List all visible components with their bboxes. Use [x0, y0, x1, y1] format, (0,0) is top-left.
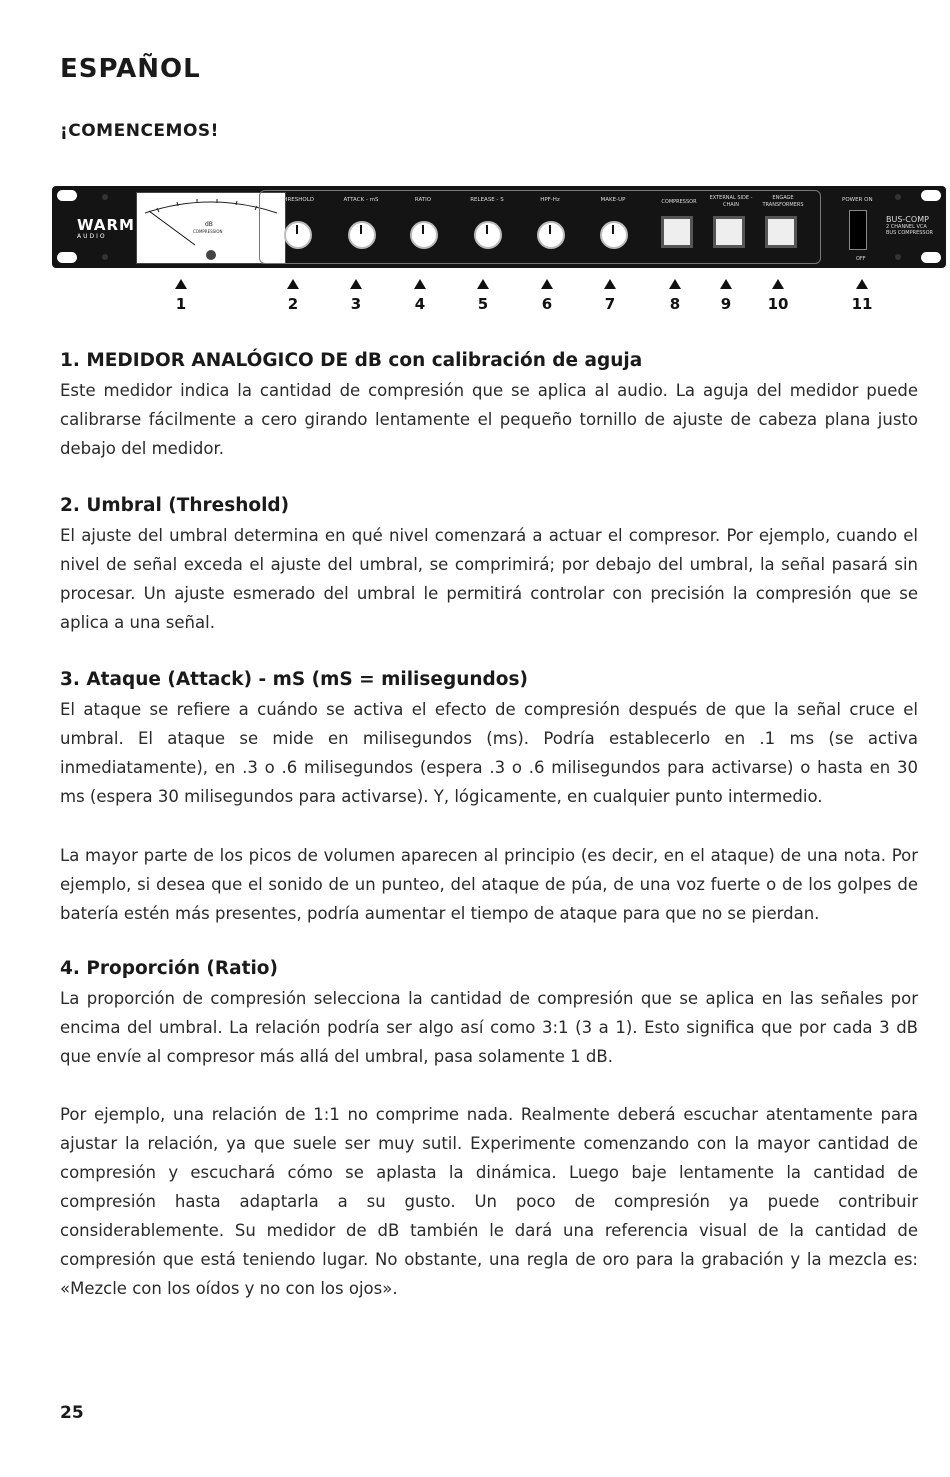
- callout-number: 3: [350, 295, 362, 313]
- callout-5: [468, 279, 498, 313]
- section-3-title: 3. Ataque (Attack) - mS (mS = milisegundos): [60, 669, 528, 690]
- callout-6: [532, 279, 562, 313]
- rack-ear-hole: [921, 190, 941, 201]
- rack-ear-hole: [57, 190, 77, 201]
- model-name: [886, 216, 933, 236]
- callout-arrow-icon: [287, 279, 299, 289]
- panel-screw: [102, 254, 108, 260]
- callout-7: [595, 279, 625, 313]
- hpf-label: HPF-Hz: [540, 197, 560, 203]
- section-4-title: 4. Proporción (Ratio): [60, 958, 278, 979]
- sidechain-label: EXTERNAL SIDE - CHAIN: [709, 195, 753, 208]
- sidechain-button[interactable]: [713, 216, 745, 248]
- section-1-title: 1. MEDIDOR ANALÓGICO DE dB con calibración de aguja: [60, 350, 643, 371]
- callout-11: [847, 279, 877, 313]
- callout-arrow-icon: [414, 279, 426, 289]
- transformers-label: ENGAGE TRANSFORMERS: [762, 195, 804, 208]
- power-on-label: POWER ON: [842, 197, 873, 203]
- brand-name: WARM: [77, 216, 135, 234]
- threshold-knob[interactable]: [284, 221, 312, 249]
- device-front-panel: [52, 186, 946, 268]
- compressor-button[interactable]: [661, 216, 693, 248]
- model-sub1: 2 CHANNEL VCA: [886, 224, 927, 230]
- callout-8: [660, 279, 690, 313]
- section-1-body: Este medidor indica la cantidad de compresión que se aplica al audio. La aguja del medidor puede calibrarse fácilmente a cero girando lentamente el pequeño tornillo de ajuste de cabeza plana justo debajo del medidor.: [60, 381, 918, 458]
- callout-arrow-icon: [720, 279, 732, 289]
- threshold-label: THRESHOLD: [279, 197, 315, 203]
- section-subtitle: ¡COMENCEMOS!: [60, 121, 219, 141]
- callout-10: [763, 279, 793, 313]
- compressor-label: COMPRESSOR: [661, 199, 697, 205]
- model-title: BUS-COMP: [886, 215, 929, 224]
- callout-number: 9: [720, 295, 732, 313]
- rack-ear-hole: [57, 252, 77, 263]
- release-knob[interactable]: [474, 221, 502, 249]
- callout-number: 5: [477, 295, 489, 313]
- section-3-body-2: La mayor parte de los picos de volumen aparecen al principio (es decir, en el ataque) de una nota. Por ejemplo, si desea que el sonido de un punteo, del ataque de púa, de una voz fuerte o de los golpes de batería estén más presentes, podría aumentar el tiempo de ataque para que no se pierdan.: [60, 846, 918, 923]
- callout-number: 11: [851, 295, 873, 313]
- makeup-knob[interactable]: [600, 221, 628, 249]
- callout-arrow-icon: [175, 279, 187, 289]
- callout-arrow-icon: [604, 279, 616, 289]
- callout-arrow-icon: [772, 279, 784, 289]
- meter-label: COMPRESSION: [193, 229, 223, 234]
- ratio-label: RATIO: [414, 197, 432, 203]
- panel-screw: [895, 194, 901, 200]
- callout-4: [405, 279, 435, 313]
- section-4-body-1: La proporción de compresión selecciona la cantidad de compresión que se aplica en las señales por encima del umbral. La relación podría ser algo así como 3:1 (3 a 1). Esto significa que por cada 3 dB que envíe al compresor más allá del umbral, pasa solamente 1 dB.: [60, 989, 918, 1066]
- panel-screw: [102, 194, 108, 200]
- callout-1: [166, 279, 196, 313]
- callout-number: 10: [767, 295, 789, 313]
- callout-arrow-icon: [856, 279, 868, 289]
- section-2-title: 2. Umbral (Threshold): [60, 495, 290, 516]
- power-switch[interactable]: [849, 210, 867, 250]
- model-sub2: BUS COMPRESSOR: [886, 230, 933, 236]
- release-label: RELEASE - S: [470, 197, 504, 203]
- callout-arrow-icon: [669, 279, 681, 289]
- meter-unit: dB: [205, 221, 213, 228]
- hpf-knob[interactable]: [537, 221, 565, 249]
- attack-label: ATTACK - mS: [343, 197, 379, 203]
- attack-knob[interactable]: [348, 221, 376, 249]
- callout-number: 8: [669, 295, 681, 313]
- transformers-button[interactable]: [765, 216, 797, 248]
- callout-9: [711, 279, 741, 313]
- controls-section: [259, 190, 821, 264]
- ratio-knob[interactable]: [410, 221, 438, 249]
- callout-number: 6: [541, 295, 553, 313]
- section-2-body: El ajuste del umbral determina en qué nivel comenzará a actuar el compresor. Por ejemplo, cuando el nivel de señal exceda el ajuste del umbral, se comprimirá; por debajo del umbral, la señal pasará sin procesar. Un ajuste esmerado del umbral le permitirá controlar con precisión la compresión que se aplica a una señal.: [60, 526, 918, 632]
- language-heading: ESPAÑOL: [60, 54, 201, 84]
- callout-number: 2: [287, 295, 299, 313]
- page-number: 25: [60, 1403, 84, 1423]
- section-3-body-1: El ataque se refiere a cuándo se activa el efecto de compresión después de que la señal cruce el umbral. El ataque se mide en milisegundos (ms). Podría establecerlo en .1 ms (se activa inmediatamente), en .3 o .6 milisegundos (espera .3 o .6 milisegundos para activarse) o hasta en 30 ms (espera 30 milisegundos para activarse). Y, lógicamente, en cualquier punto intermedio.: [60, 700, 918, 806]
- panel-screw: [895, 254, 901, 260]
- brand-sub: AUDIO: [77, 233, 107, 240]
- callout-number: 1: [175, 295, 187, 313]
- brand-logo: [77, 216, 135, 240]
- callout-arrow-icon: [477, 279, 489, 289]
- callout-number: 7: [604, 295, 616, 313]
- makeup-label: MAKE-UP: [600, 197, 626, 203]
- rack-ear-hole: [921, 252, 941, 263]
- callout-arrow-icon: [541, 279, 553, 289]
- callout-3: [341, 279, 371, 313]
- section-4-body-2: Por ejemplo, una relación de 1:1 no comprime nada. Realmente deberá escuchar atentamente para ajustar la relación, ya que suele ser muy sutil. Experimente comenzando con la mayor cantidad de compresión y escuchará cómo se aplasta la dinámica. Luego baje lentamente la cantidad de compresión hasta adaptarla a su gusto. Un poco de compresión ya puede contribuir considerablemente. Su medidor de dB también le dará una referencia visual de la cantidad de compresión que está teniendo lugar. No obstante, una regla de oro para la grabación y la mezcla es: «Mezcle con los oídos y no con los ojos».: [60, 1105, 918, 1298]
- callout-number: 4: [414, 295, 426, 313]
- callout-arrow-icon: [350, 279, 362, 289]
- power-off-label: OFF: [856, 256, 866, 262]
- callout-2: [278, 279, 308, 313]
